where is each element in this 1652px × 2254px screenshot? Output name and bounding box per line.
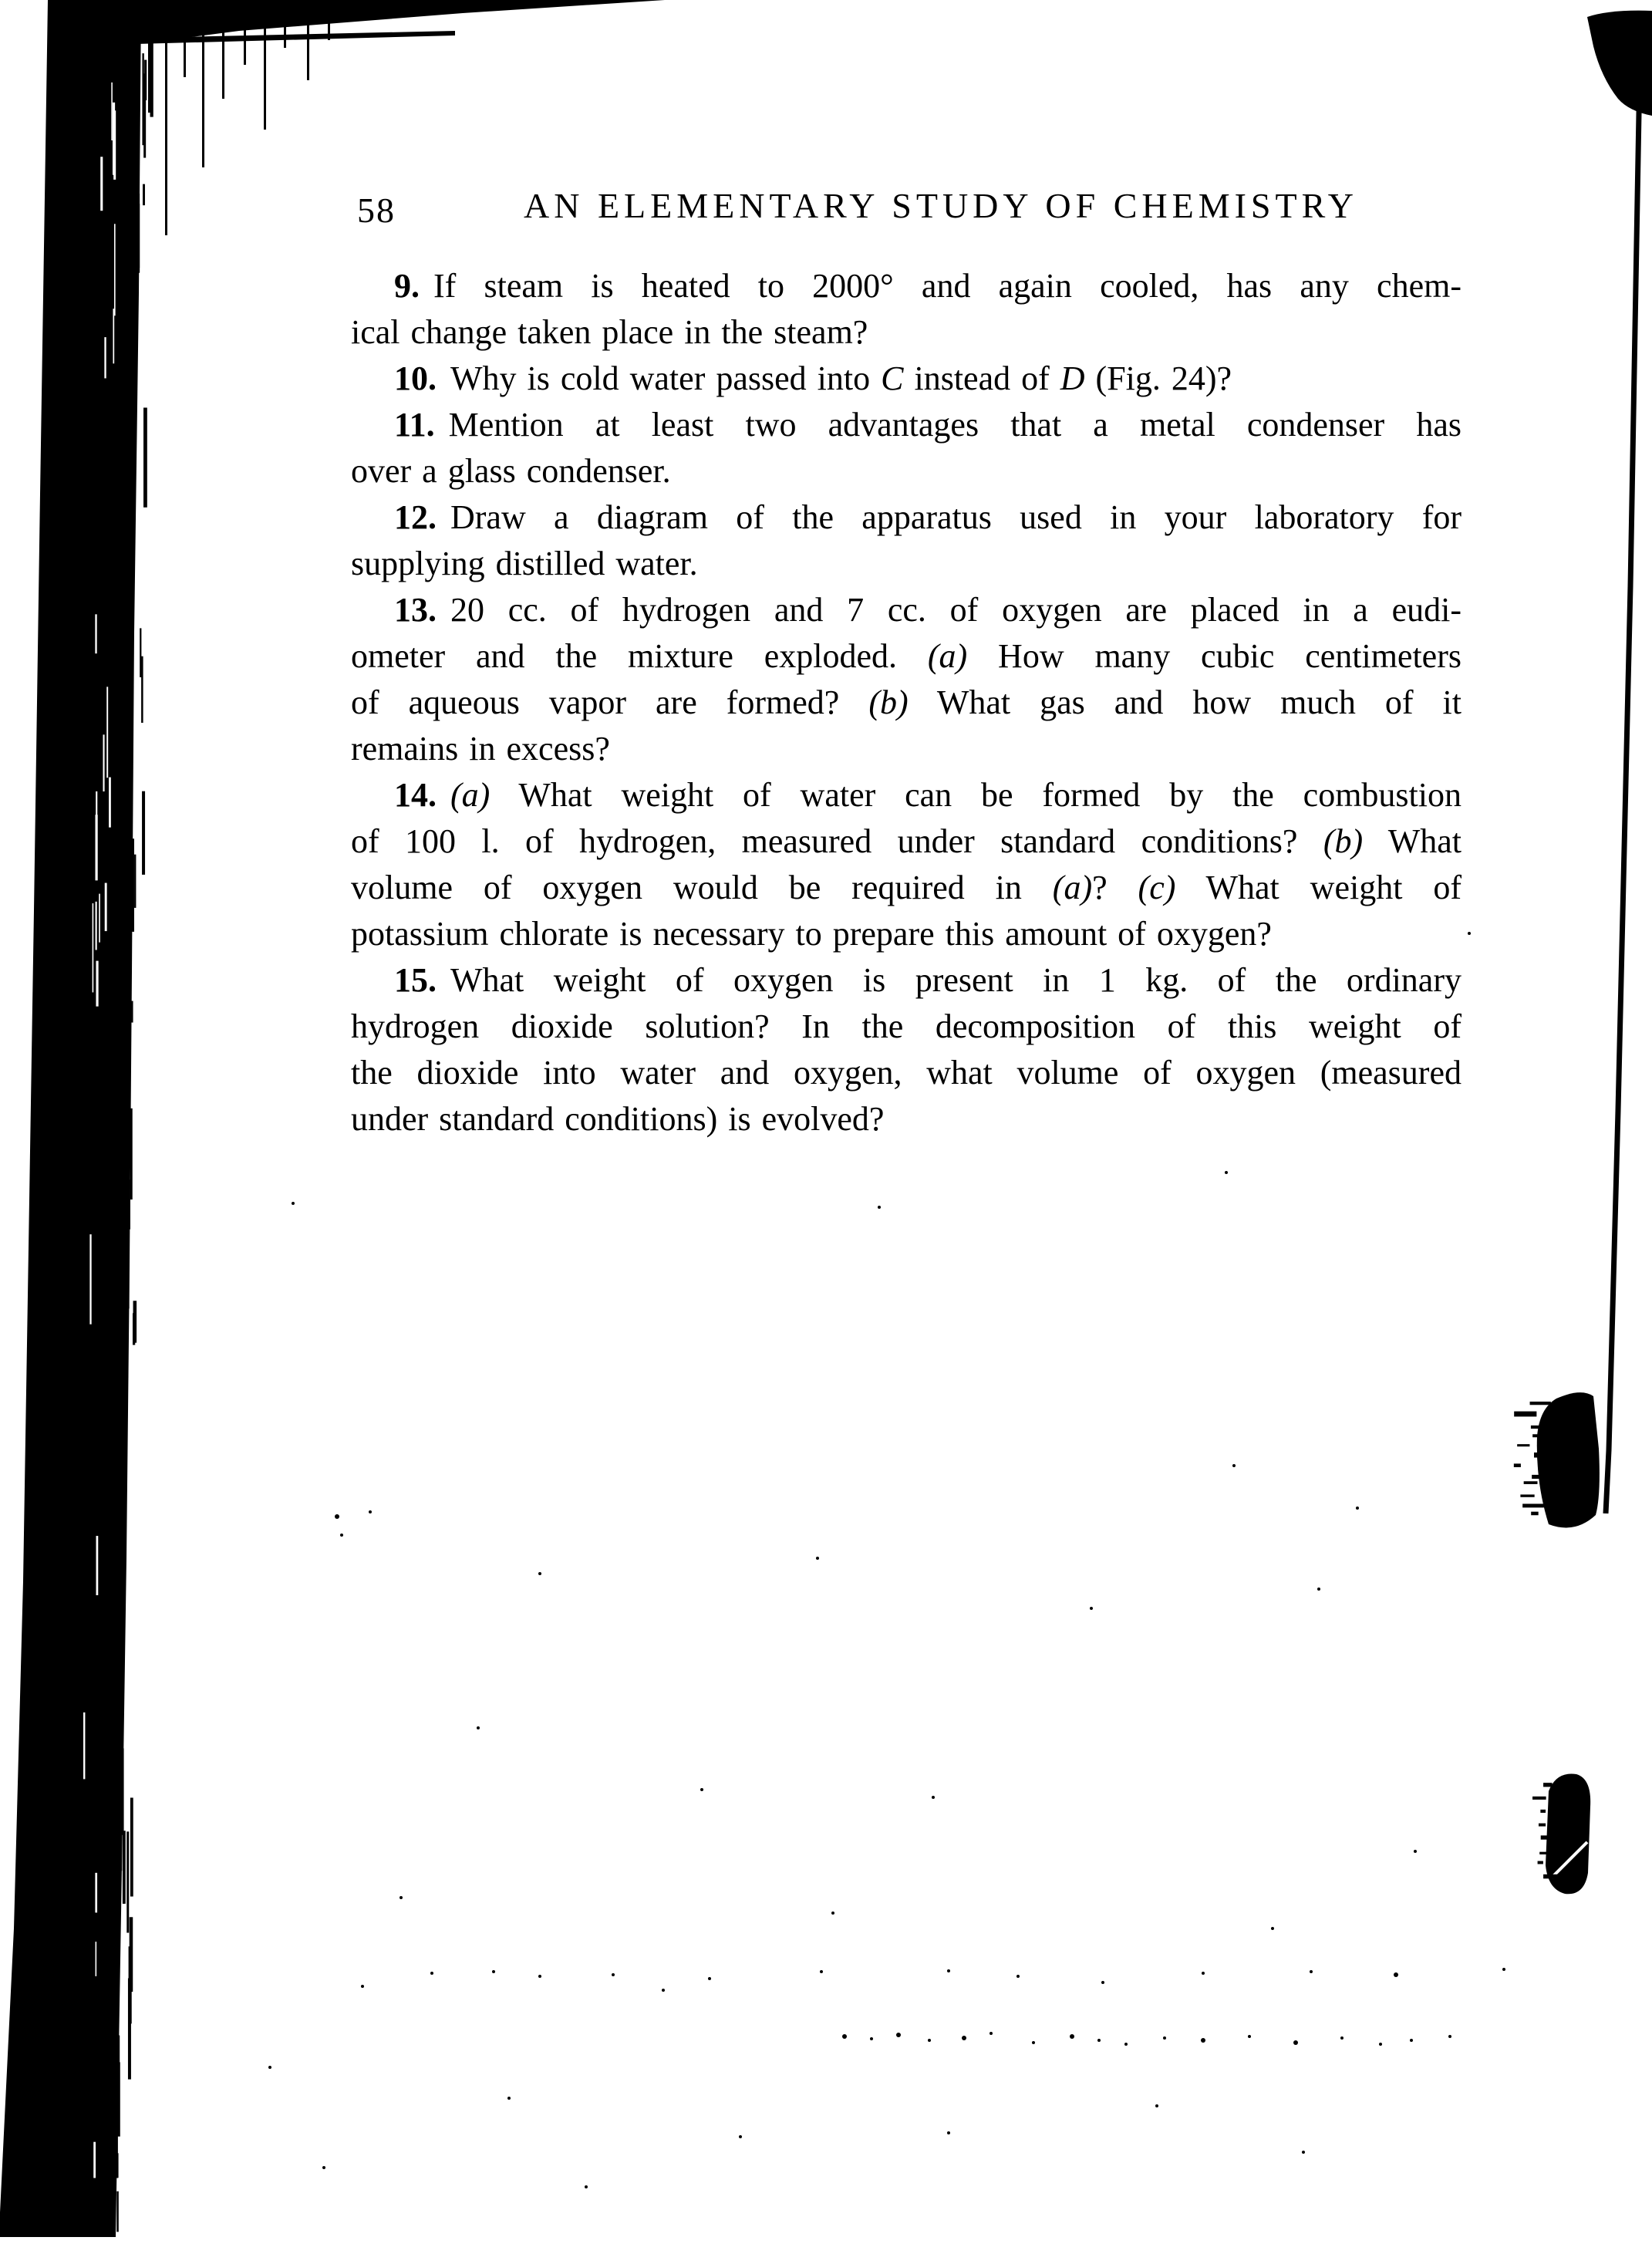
top-right-corner-blob <box>1587 11 1652 116</box>
question-number: 10. <box>394 359 437 397</box>
question-13-line-1: 13. 20 cc. of hydrogen and 7 cc. of oxygen are placed in a eudi- <box>394 591 1462 629</box>
question-10-line-1: 10. Why is cold water passed into C instead of D (Fig. 24)? <box>394 359 1232 397</box>
question-11-line-1: 11. Mention at least two advantages that a metal condenser has <box>394 406 1462 444</box>
question-number: 14. <box>394 776 437 814</box>
question-14-line-1: 14. (a) What weight of water can be formed by the combustion <box>394 776 1462 814</box>
question-15-line-4: under standard conditions) is evolved? <box>351 1100 885 1138</box>
question-12-line-2: supplying distilled water. <box>351 545 698 582</box>
page-header <box>351 185 1462 239</box>
page-number: 58 <box>357 191 396 230</box>
question-number: 12. <box>394 498 437 536</box>
ink-blob-lower <box>1546 1773 1590 1894</box>
question-number: 13. <box>394 591 437 629</box>
question-number: 11. <box>394 406 435 444</box>
question-14-line-4: potassium chlorate is necessary to prepare this amount of oxygen? <box>351 915 1272 953</box>
question-11-line-2: over a glass condenser. <box>351 452 671 490</box>
questions-list <box>351 263 1462 1142</box>
page-edge-line <box>1606 28 1640 1513</box>
question-14-line-3: volume of oxygen would be required in (a)? (c) What weight of <box>351 869 1462 906</box>
running-title: AN ELEMENTARY STUDY OF CHEMISTRY <box>524 186 1358 225</box>
question-15-line-2: hydrogen dioxide solution? In the decomposition of this weight of <box>351 1007 1462 1045</box>
ink-blob-scratch <box>1552 1842 1587 1878</box>
top-edge-tail <box>108 31 455 45</box>
question-number: 15. <box>394 961 437 999</box>
question-13-line-3: of aqueous vapor are formed? (b) What gas and how much of it <box>351 683 1462 721</box>
question-9-line-2: ical change taken place in the steam? <box>351 313 868 351</box>
question-14-line-2: of 100 l. of hydrogen, measured under standard conditions? (b) What <box>351 822 1462 860</box>
question-13-line-4: remains in excess? <box>351 730 610 768</box>
top-edge-wedge <box>48 0 665 56</box>
question-13-line-2: ometer and the mixture exploded. (a) How many cubic centimeters <box>351 637 1462 675</box>
question-9-line-1: 9. If steam is heated to 2000° and again cooled, has any chem- <box>394 267 1462 305</box>
question-15-line-1: 15. What weight of oxygen is present in 1 kg. of the ordinary <box>394 961 1462 999</box>
ink-blob-upper <box>1537 1392 1600 1527</box>
question-15-line-3: the dioxide into water and oxygen, what volume of oxygen (measured <box>351 1054 1462 1092</box>
question-12-line-1: 12. Draw a diagram of the apparatus used in your laboratory for <box>394 498 1462 536</box>
question-number: 9. <box>394 267 420 305</box>
gutter-shadow-band <box>0 0 141 2237</box>
